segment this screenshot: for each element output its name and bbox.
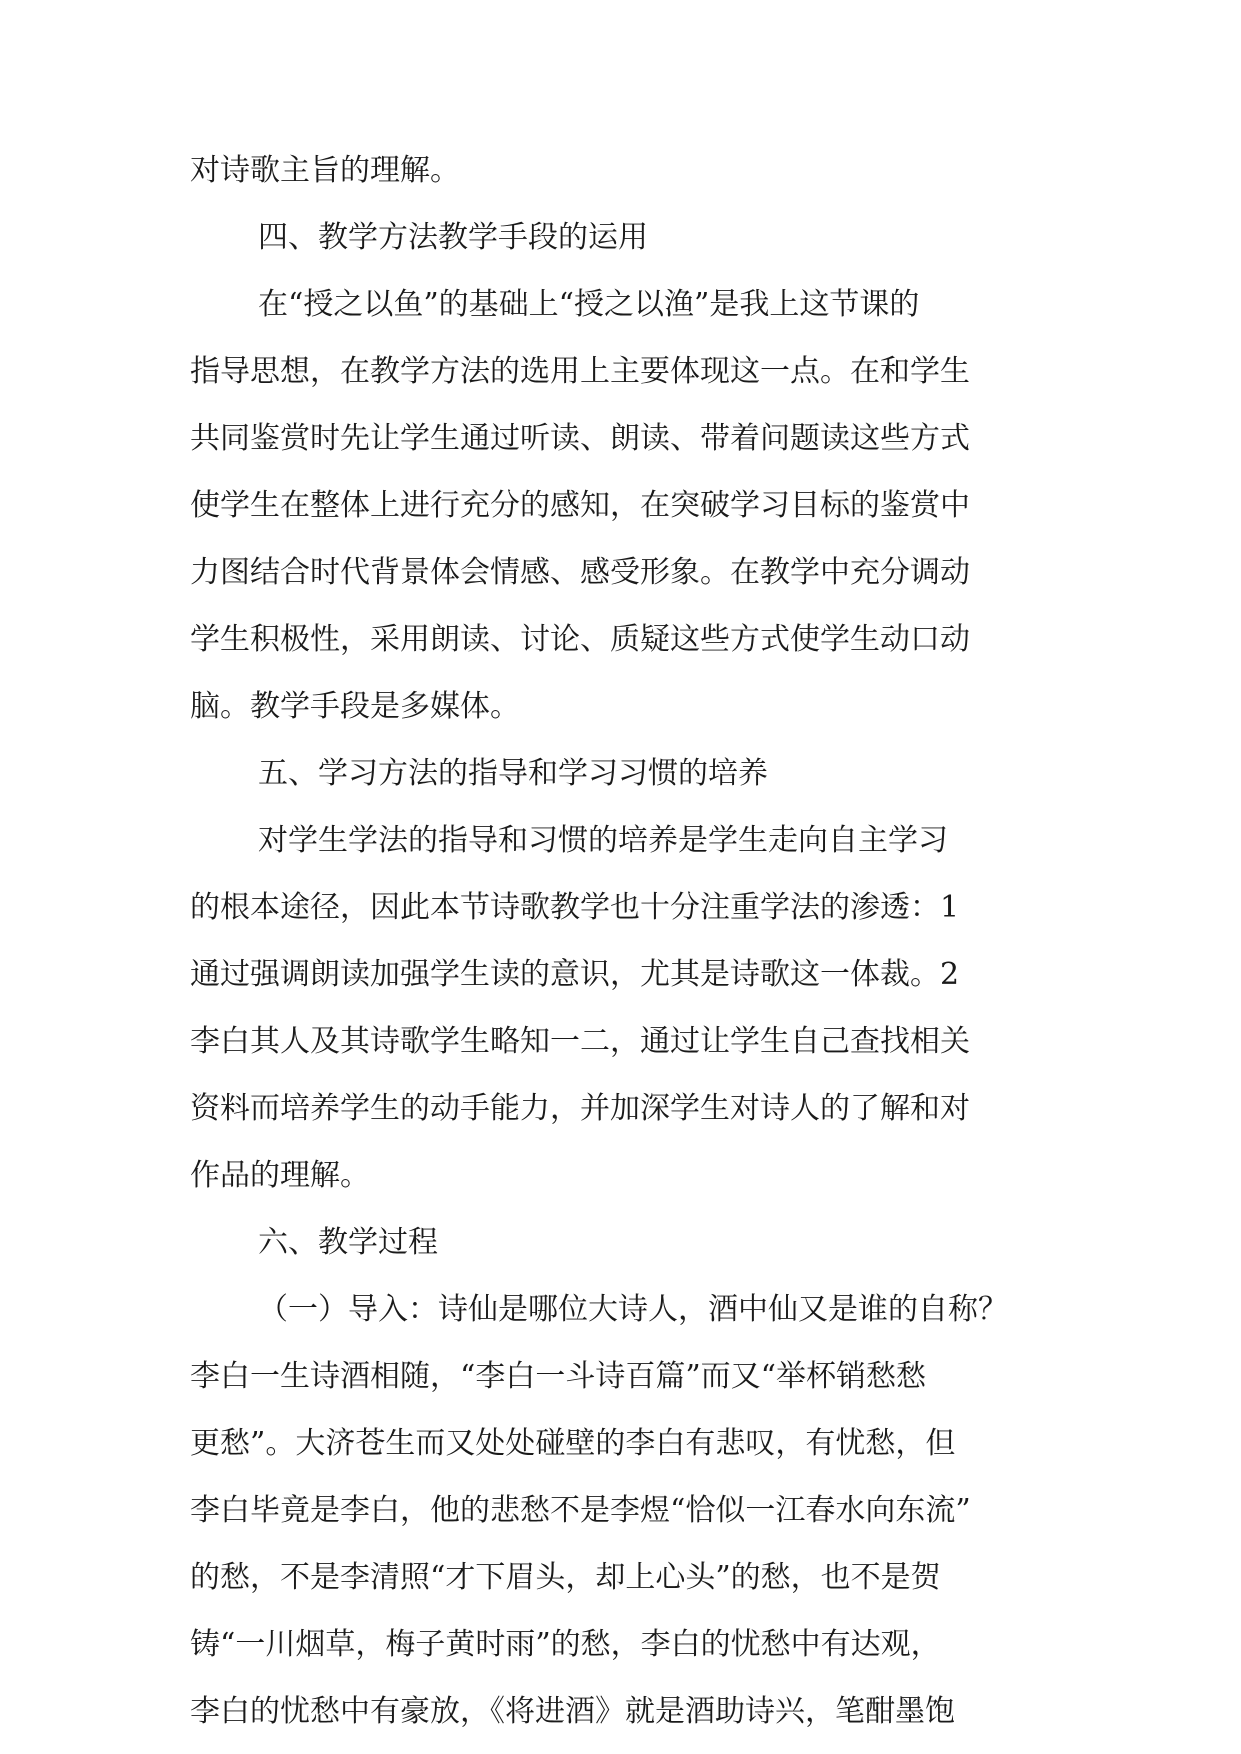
text-line: 的愁，不是李清照“才下眉头，却上心头”的愁，也不是贺 — [190, 1560, 941, 1595]
text-line: 学生积极性，采用朗读、讨论、质疑这些方式使学生动口动 — [190, 622, 970, 657]
text-line: （一）导入：诗仙是哪位大诗人，酒中仙又是谁的自称？ — [258, 1292, 1008, 1327]
text-line: 李白的忧愁中有豪放，《将进酒》就是酒助诗兴，笔酣墨饱 — [190, 1694, 955, 1729]
text-line: 李白毕竟是李白，他的悲愁不是李煜“恰似一江春水向东流” — [190, 1493, 971, 1528]
section-heading: 六、教学过程 — [258, 1225, 438, 1260]
text-line: 李白一生诗酒相随，“李白一斗诗百篇”而又“举杯销愁愁 — [190, 1359, 927, 1394]
text-line: 资料而培养学生的动手能力，并加深学生对诗人的了解和对 — [190, 1091, 970, 1126]
text-line: 在“授之以鱼”的基础上“授之以渔”是我上这节课的 — [258, 287, 920, 322]
text-line: 作品的理解。 — [190, 1158, 370, 1193]
text-line: 更愁”。大济苍生而又处处碰壁的李白有悲叹，有忧愁，但 — [190, 1426, 956, 1461]
text-line: 李白其人及其诗歌学生略知一二，通过让学生自己查找相关 — [190, 1024, 970, 1059]
text-line: 指导思想，在教学方法的选用上主要体现这一点。在和学生 — [190, 354, 970, 389]
text-line: 通过强调朗读加强学生读的意识，尤其是诗歌这一体裁。2 — [190, 957, 960, 992]
text-line: 铸“一川烟草，梅子黄时雨”的愁，李白的忧愁中有达观， — [190, 1627, 941, 1662]
text-line: 对学生学法的指导和习惯的培养是学生走向自主学习 — [258, 823, 948, 858]
section-heading: 五、学习方法的指导和学习习惯的培养 — [258, 756, 768, 791]
text-line: 力图结合时代背景体会情感、感受形象。在教学中充分调动 — [190, 555, 970, 590]
text-line: 使学生在整体上进行充分的感知，在突破学习目标的鉴赏中 — [190, 488, 970, 523]
text-line: 的根本途径，因此本节诗歌教学也十分注重学法的渗透：1 — [190, 890, 960, 925]
section-heading: 四、教学方法教学手段的运用 — [258, 220, 648, 255]
text-line: 共同鉴赏时先让学生通过听读、朗读、带着问题读这些方式 — [190, 421, 970, 456]
text-line: 对诗歌主旨的理解。 — [190, 153, 460, 188]
text-line: 脑。教学手段是多媒体。 — [190, 689, 520, 724]
